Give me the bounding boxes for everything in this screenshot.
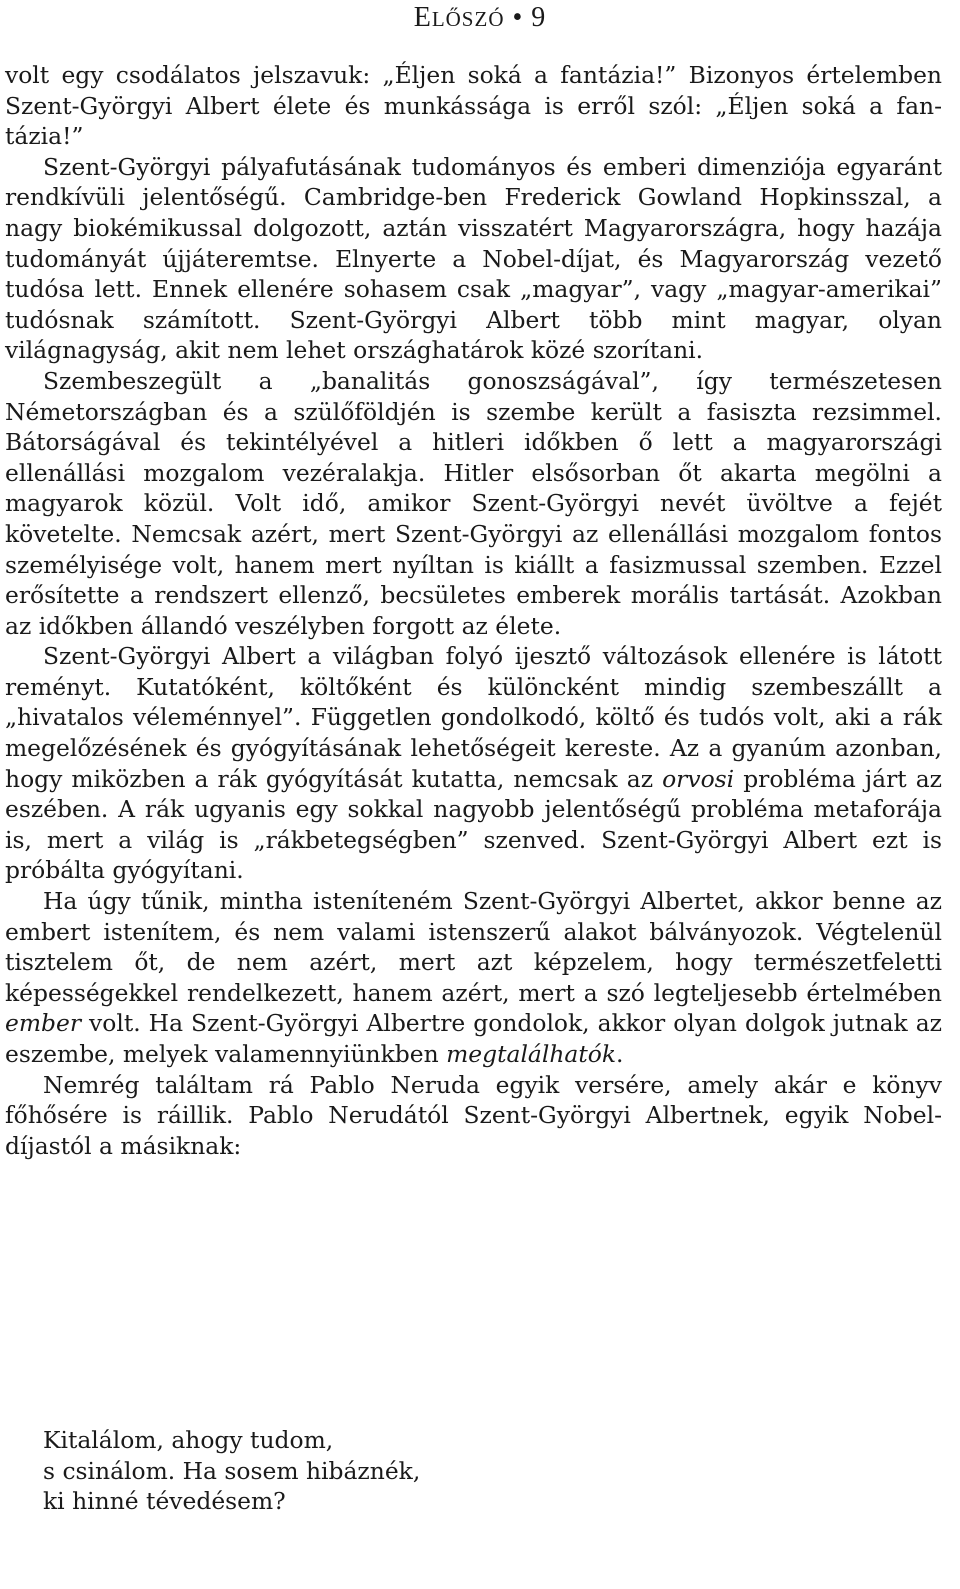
verse-line: ki hinné tévedésem? — [43, 1487, 286, 1516]
body-text — [5, 60, 942, 1161]
paragraph-5-text-b: volt. Ha Szent-Györgyi Albertre gondolok, akkor olyan dolgok jutnak az eszembe, melyek valamennyiünkben — [5, 1009, 942, 1068]
paragraph-5-text-c: . — [616, 1040, 624, 1068]
verse-quote — [43, 1425, 420, 1517]
paragraph-5-emphasis-1: ember — [5, 1009, 82, 1038]
paragraph-6: Nemrég találtam rá Pablo Neruda egyik versére, amely akár e könyv főhősére is ráillik. Pablo Nerudától Szent-Györgyi Albertnek, egyik Nobeldíjastól a másiknak: — [5, 1070, 942, 1160]
paragraph-4-text-b: probléma járt az eszében. A rák ugyanis egy sokkal nagyobb jelentőségű probléma metaforája is, mert a világ is „rákbetegségben” szenved. Szent-Györgyi Albert ezt is próbálta gyógyítani. — [5, 764, 943, 885]
paragraph-2: Szent-Györgyi pályafutásának tudományos és emberi dimenziója egyaránt rendkívüli jelentőségű. Cambridge-ben Frederick Gowland Hopkinsszal, a nagy biokémikussal dolgozott, aztán visszatért Magyarországra, hogy hazája tudományát újjáteremtse. Elnyerte a Nobel-díjat, és Magyarország vezető tudósa lett. Ennek ellenére sohasem csak „magyar”, vagy „magyar-amerikai” tudósnak számított. Szent-Györgyi Albert több mint magyar, olyan világnagyság, akit nem lehet országhatárok közé szorítani. — [5, 152, 942, 365]
header-separator: • — [512, 2, 524, 33]
verse-line: s csinálom. Ha sosem hibáznék, — [43, 1456, 421, 1485]
paragraph-4-emphasis: orvosi — [662, 764, 735, 793]
paragraph-4 — [5, 641, 942, 886]
running-header — [0, 0, 960, 37]
header-title-smallcaps: LŐSZÓ — [431, 7, 505, 31]
header-title-initial: E — [413, 2, 432, 33]
paragraph-3: Szembeszegült a „banalitás gonoszságával”, így természetesen Németországban és a szülőföldjén is szembe került a fasiszta rezsimmel. Bátorságával és tekintélyével a hitleri időkben ő lett a magyarországi ellenállási mozgalom vezéralakja. Hitler elsősorban őt akarta megölni a magyarok közül. Volt idő, amikor Szent-Györgyi nevét üvöltve a fejét követelte. Nemcsak azért, mert Szent-Györgyi az ellenállási mozgalom fontos személyisége volt, hanem mert nyíltan is kiállt a fasizmussal szemben. Ezzel erősítette a rendszert ellenző, becsületes emberek morális tartását. Azokban az időkben állandó veszélyben forgott az élete. — [5, 366, 942, 640]
paragraph-5 — [5, 886, 942, 1070]
verse-line: Kitalálom, ahogy tudom, — [43, 1426, 334, 1454]
paragraph-5-emphasis-2: megtalálhatók — [446, 1040, 617, 1068]
page-number: 9 — [531, 2, 547, 33]
paragraph-5-text-a: Ha úgy tűnik, mintha isteníteném Szent-Györgyi Albertet, akkor benne az embert istenítem, és nem valami istenszerű alakot bálványozok. Végtelenül tisztelem őt, de nem azért, mert azt képzelem, hogy természetfeletti képességekkel rendelkezett, hanem azért, mert a szó legteljesebb értelmében — [5, 887, 942, 1007]
paragraph-1: volt egy csodálatos jelszavuk: „Éljen soká a fantázia!” Bizonyos értelemben Szent-Györgyi Albert élete és munkássága is erről szól: „Éljen soká a fantázia!” — [5, 61, 942, 151]
paragraph-4-text-a: Szent-Györgyi Albert a világban folyó ijesztő változások ellenére is látott reményt. Kutatóként, költőként és különcként mindig szembeszállt a „hivatalos véleménnyel”. Független gondolkodó, költő és tudós volt, aki a rák megelőzésének és gyógyításának lehetőségeit kereste. Az a gyanúm azonban, hogy miközben a rák gyógyítását kutatta, nemcsak az — [5, 642, 942, 793]
